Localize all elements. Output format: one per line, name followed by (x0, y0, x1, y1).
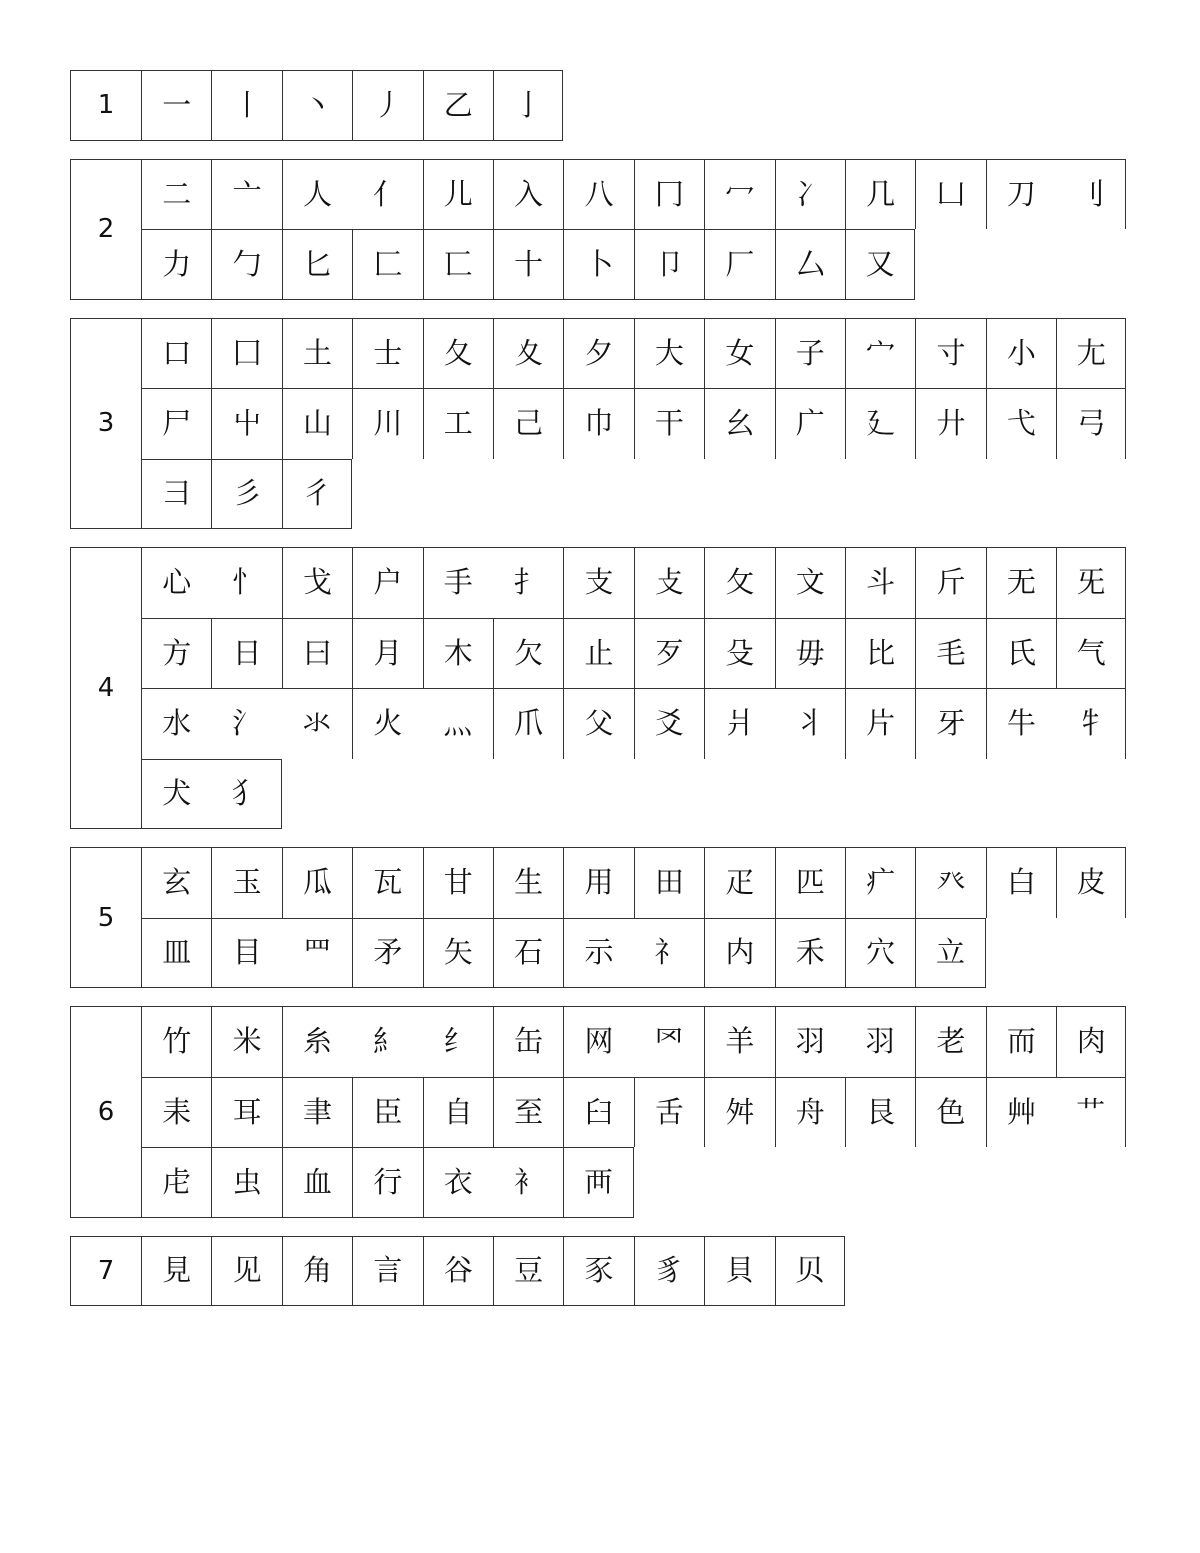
radical-cell: 丿 (352, 70, 422, 141)
radical-variant-cell: 羽 (845, 1006, 915, 1077)
radical-row (141, 318, 1126, 389)
radical-row (141, 1236, 845, 1307)
radical-cell: 亠 (211, 159, 281, 230)
radical-cell: 玉 (211, 847, 281, 918)
radical-rows (141, 1236, 845, 1307)
radical-cell: 缶 (493, 1006, 563, 1077)
radical-cell: 旡 (1056, 547, 1126, 618)
radical-cell: 白 (986, 847, 1056, 918)
radical-cell: 川 (352, 388, 422, 459)
radical-cell: 石 (493, 918, 563, 989)
radical-cell: 己 (493, 388, 563, 459)
radical-cell: 斤 (915, 547, 985, 618)
radical-cell: 内 (704, 918, 774, 989)
radical-cell: 斗 (845, 547, 915, 618)
radical-cell: 言 (352, 1236, 422, 1307)
radical-cell: 用 (563, 847, 633, 918)
radical-table (70, 70, 1132, 1324)
radical-cell: 屮 (211, 388, 281, 459)
radical-cell: 瓦 (352, 847, 422, 918)
radical-cell: 血 (282, 1147, 352, 1218)
radical-cell: 竹 (141, 1006, 211, 1077)
radical-cell: 比 (845, 618, 915, 689)
stroke-count-label: 1 (70, 70, 141, 141)
radical-cell: 大 (634, 318, 704, 389)
radical-variant-cell: 糹 (352, 1006, 422, 1077)
radical-cell: 水 (141, 688, 211, 759)
radical-cell: 网 (563, 1006, 633, 1077)
radical-cell: 小 (986, 318, 1056, 389)
radical-variant-cell: 犭 (211, 759, 281, 830)
radical-variant-cell: 罒 (282, 918, 352, 989)
radical-cell: 卜 (563, 229, 633, 300)
radical-row (141, 70, 563, 141)
radical-cell: 豸 (634, 1236, 704, 1307)
radical-cell: 宀 (845, 318, 915, 389)
radical-cell: 几 (845, 159, 915, 230)
radical-cell: 欠 (493, 618, 563, 689)
radical-cell: 戈 (282, 547, 352, 618)
radical-cell: 而 (986, 1006, 1056, 1077)
radical-cell: 氏 (986, 618, 1056, 689)
radical-variant-cell: 刂 (1056, 159, 1126, 230)
radical-cell: 爿 (704, 688, 774, 759)
radical-cell: 貝 (704, 1236, 774, 1307)
radical-rows (141, 547, 1126, 829)
radical-cell: 歹 (634, 618, 704, 689)
radical-rows (141, 1006, 1126, 1218)
radical-cell: 火 (352, 688, 422, 759)
radical-cell: 牙 (915, 688, 985, 759)
radical-cell: 一 (141, 70, 211, 141)
radical-variant-cell: 丬 (775, 688, 845, 759)
radical-row (141, 459, 1126, 530)
radical-cell: 耒 (141, 1077, 211, 1148)
radical-cell: 厂 (704, 229, 774, 300)
radical-cell: 甘 (423, 847, 493, 918)
radical-cell: 气 (1056, 618, 1126, 689)
radical-cell: 支 (563, 547, 633, 618)
radical-cell: 干 (634, 388, 704, 459)
radical-rows (141, 159, 1126, 300)
radical-cell: 凵 (915, 159, 985, 230)
radical-cell: 殳 (704, 618, 774, 689)
radical-cell: 廴 (845, 388, 915, 459)
stroke-count-label: 6 (70, 1006, 141, 1218)
radical-cell: 豆 (493, 1236, 563, 1307)
radical-cell: 山 (282, 388, 352, 459)
radical-cell: 艮 (845, 1077, 915, 1148)
radical-cell: 夊 (493, 318, 563, 389)
radical-cell: 女 (704, 318, 774, 389)
radical-rows (141, 318, 1126, 530)
radical-row (141, 688, 1126, 759)
radical-cell: 刀 (986, 159, 1056, 230)
radical-cell: 矛 (352, 918, 422, 989)
radical-variant-cell: 礻 (634, 918, 704, 989)
radical-cell: 日 (211, 618, 281, 689)
radical-row (141, 618, 1126, 689)
radical-cell: 艸 (986, 1077, 1056, 1148)
radical-cell: 色 (915, 1077, 985, 1148)
radical-variant-cell: 牜 (1056, 688, 1126, 759)
radical-cell: 月 (352, 618, 422, 689)
radical-cell: 力 (141, 229, 211, 300)
radical-cell: 冫 (775, 159, 845, 230)
radical-cell: 巾 (563, 388, 633, 459)
radical-cell: 豕 (563, 1236, 633, 1307)
stroke-group-7 (70, 1236, 1132, 1307)
radical-variant-cell: 氺 (282, 688, 352, 759)
radical-cell: 匹 (775, 847, 845, 918)
radical-cell: 米 (211, 1006, 281, 1077)
radical-cell: 肉 (1056, 1006, 1126, 1077)
stroke-count-label: 5 (70, 847, 141, 988)
radical-variant-cell: 灬 (423, 688, 493, 759)
radical-cell: 毋 (775, 618, 845, 689)
radical-cell: 彐 (141, 459, 211, 530)
radical-rows (141, 847, 1126, 988)
radical-cell: 臣 (352, 1077, 422, 1148)
radical-rows (141, 70, 563, 141)
radical-cell: 皮 (1056, 847, 1126, 918)
radical-cell: 夂 (423, 318, 493, 389)
radical-cell: 見 (141, 1236, 211, 1307)
radical-cell: 勹 (211, 229, 281, 300)
radical-cell: 土 (282, 318, 352, 389)
radical-cell: 入 (493, 159, 563, 230)
radical-row (141, 159, 1126, 230)
radical-row (141, 547, 1126, 618)
radical-cell: 见 (211, 1236, 281, 1307)
radical-cell: 厶 (775, 229, 845, 300)
radical-cell: 生 (493, 847, 563, 918)
stroke-group-4 (70, 547, 1132, 829)
radical-cell: 丶 (282, 70, 352, 141)
radical-cell: 贝 (775, 1236, 845, 1307)
radical-cell: 攵 (704, 547, 774, 618)
radical-cell: 老 (915, 1006, 985, 1077)
radical-cell: 聿 (282, 1077, 352, 1148)
radical-cell: 羊 (704, 1006, 774, 1077)
radical-cell: 疒 (845, 847, 915, 918)
radical-cell: 户 (352, 547, 422, 618)
radical-cell: 糸 (282, 1006, 352, 1077)
stroke-count-label: 7 (70, 1236, 141, 1307)
radical-cell: 谷 (423, 1236, 493, 1307)
radical-cell: 十 (493, 229, 563, 300)
radical-cell: 虍 (141, 1147, 211, 1218)
radical-cell: 自 (423, 1077, 493, 1148)
stroke-count-label: 3 (70, 318, 141, 530)
radical-variant-cell: 艹 (1056, 1077, 1126, 1148)
radical-cell: 衣 (423, 1147, 493, 1218)
stroke-group-1 (70, 70, 1132, 141)
radical-cell: 耳 (211, 1077, 281, 1148)
radical-cell: 彡 (211, 459, 281, 530)
radical-cell: 尸 (141, 388, 211, 459)
radical-cell: 又 (845, 229, 915, 300)
radical-cell: 人 (282, 159, 352, 230)
radical-cell: 工 (423, 388, 493, 459)
radical-cell: 穴 (845, 918, 915, 989)
radical-cell: 至 (493, 1077, 563, 1148)
radical-cell: 片 (845, 688, 915, 759)
radical-cell: 手 (423, 547, 493, 618)
radical-cell: 八 (563, 159, 633, 230)
radical-row (141, 847, 1126, 918)
radical-row (141, 1077, 1126, 1148)
radical-cell: 乙 (423, 70, 493, 141)
radical-cell: 襾 (563, 1147, 633, 1218)
stroke-group-6 (70, 1006, 1132, 1218)
radical-cell: 舌 (634, 1077, 704, 1148)
radical-variant-cell: 扌 (493, 547, 563, 618)
radical-variant-cell: 忄 (211, 547, 281, 618)
radical-cell: 冖 (704, 159, 774, 230)
radical-cell: 曰 (282, 618, 352, 689)
radical-cell: 卩 (634, 229, 704, 300)
radical-row (141, 388, 1126, 459)
radical-cell: 爪 (493, 688, 563, 759)
radical-cell: 丨 (211, 70, 281, 141)
radical-cell: 匕 (282, 229, 352, 300)
radical-cell: 舛 (704, 1077, 774, 1148)
radical-cell: 皿 (141, 918, 211, 989)
radical-variant-cell: 亻 (352, 159, 422, 230)
radical-cell: 矢 (423, 918, 493, 989)
radical-row (141, 918, 1126, 989)
radical-cell: 亅 (493, 70, 563, 141)
radical-row (141, 1147, 1126, 1218)
radical-cell: 目 (211, 918, 281, 989)
radical-cell: 夕 (563, 318, 633, 389)
radical-cell: 囗 (211, 318, 281, 389)
radical-cell: 尢 (1056, 318, 1126, 389)
radical-cell: 口 (141, 318, 211, 389)
stroke-count-label: 2 (70, 159, 141, 300)
radical-cell: 瓜 (282, 847, 352, 918)
stroke-group-5 (70, 847, 1132, 988)
radical-cell: 文 (775, 547, 845, 618)
radical-cell: 儿 (423, 159, 493, 230)
radical-cell: 二 (141, 159, 211, 230)
radical-cell: 心 (141, 547, 211, 618)
radical-cell: 冂 (634, 159, 704, 230)
radical-cell: 虫 (211, 1147, 281, 1218)
stroke-group-2 (70, 159, 1132, 300)
radical-cell: 子 (775, 318, 845, 389)
radical-cell: 幺 (704, 388, 774, 459)
radical-cell: 舟 (775, 1077, 845, 1148)
stroke-count-label: 4 (70, 547, 141, 829)
radical-cell: 癶 (915, 847, 985, 918)
radical-row (141, 229, 1126, 300)
radical-cell: 犬 (141, 759, 211, 830)
radical-variant-cell: 衤 (493, 1147, 563, 1218)
radical-cell: 角 (282, 1236, 352, 1307)
radical-cell: 禾 (775, 918, 845, 989)
radical-cell: 匚 (352, 229, 422, 300)
radical-cell: 羽 (775, 1006, 845, 1077)
radical-cell: 玄 (141, 847, 211, 918)
radical-cell: 寸 (915, 318, 985, 389)
radical-cell: 立 (915, 918, 985, 989)
radical-cell: 毛 (915, 618, 985, 689)
radical-cell: 廾 (915, 388, 985, 459)
radical-cell: 疋 (704, 847, 774, 918)
radical-cell: 士 (352, 318, 422, 389)
radical-variant-cell: 纟 (423, 1006, 493, 1077)
stroke-group-3 (70, 318, 1132, 530)
radical-cell: 止 (563, 618, 633, 689)
radical-cell: 示 (563, 918, 633, 989)
radical-row (141, 759, 1126, 830)
radical-row (141, 1006, 1126, 1077)
radical-cell: 弓 (1056, 388, 1126, 459)
radical-cell: 方 (141, 618, 211, 689)
radical-cell: 匸 (423, 229, 493, 300)
radical-variant-cell: 罓 (634, 1006, 704, 1077)
radical-cell: 父 (563, 688, 633, 759)
radical-cell: 广 (775, 388, 845, 459)
radical-cell: 臼 (563, 1077, 633, 1148)
radical-cell: 爻 (634, 688, 704, 759)
radical-cell: 彳 (282, 459, 352, 530)
radical-cell: 行 (352, 1147, 422, 1218)
radical-cell: 弋 (986, 388, 1056, 459)
radical-cell: 田 (634, 847, 704, 918)
radical-cell: 无 (986, 547, 1056, 618)
radical-cell: 攴 (634, 547, 704, 618)
radical-cell: 牛 (986, 688, 1056, 759)
radical-variant-cell: 氵 (211, 688, 281, 759)
radical-cell: 木 (423, 618, 493, 689)
